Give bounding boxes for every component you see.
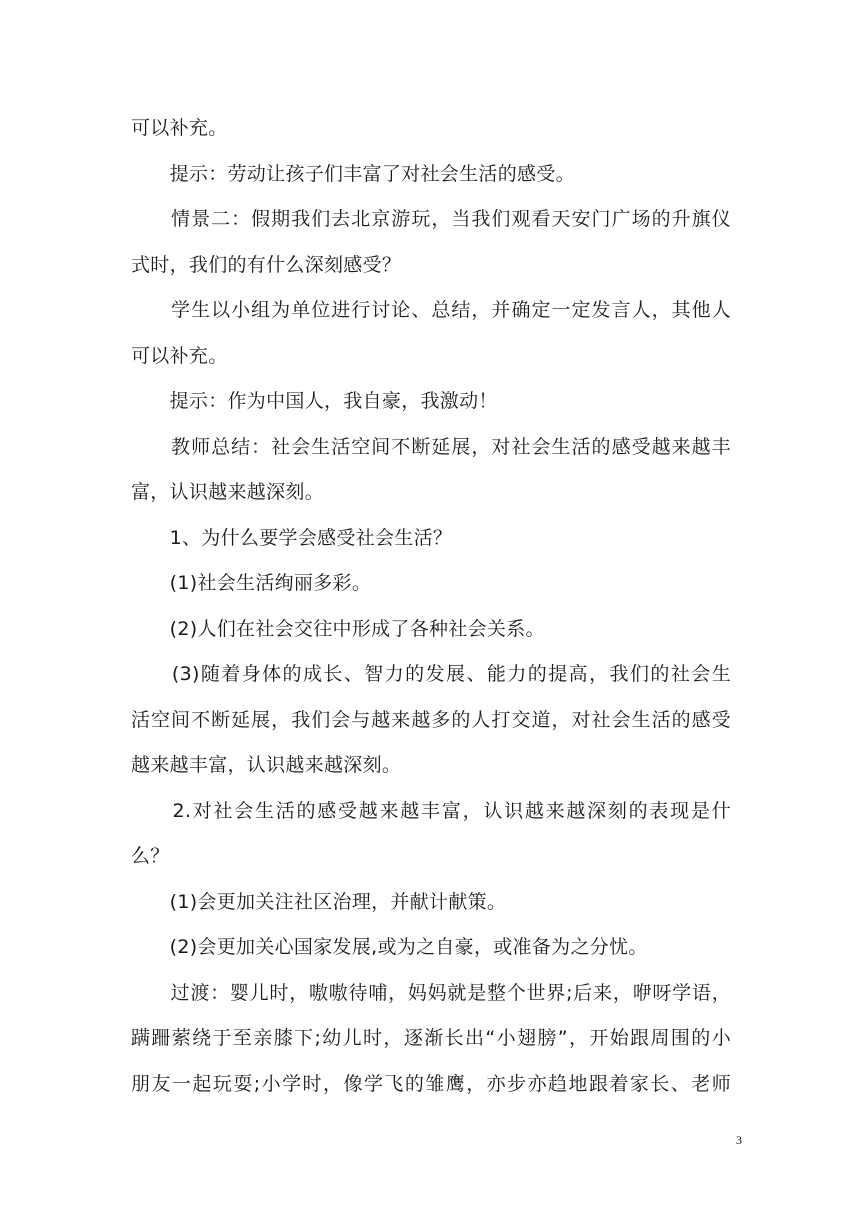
text-line: (3)随着身体的成长、智力的发展、能力的提高，我们的社会生 <box>131 663 731 685</box>
text-line: 活空间不断延展，我们会与越来越多的人打交道，对社会生活的感受 <box>131 709 731 731</box>
text-line: 情景二：假期我们去北京游玩，当我们观看天安门广场的升旗仪 <box>131 208 731 230</box>
text-line: 式时，我们的有什么深刻感受？ <box>131 254 402 276</box>
text-line: 富，认识越来越深刻。 <box>131 481 325 503</box>
text-line: (2)会更加关心国家发展,或为之自豪，或准备为之分忧。 <box>131 936 648 958</box>
text-line: 可以补充。 <box>131 345 228 367</box>
text-line: 2.对社会生活的感受越来越丰富，认识越来越深刻的表现是什 <box>131 800 731 822</box>
text-line: 可以补充。 <box>131 117 228 139</box>
text-line: (1)会更加关注社区治理，并献计献策。 <box>131 891 507 913</box>
text-line: (1)社会生活绚丽多彩。 <box>131 572 372 594</box>
page-number: 3 <box>736 1133 742 1147</box>
text-line: 学生以小组为单位进行讨论、总结，并确定一定发言人，其他人 <box>131 299 731 321</box>
text-line: (2)人们在社会交往中形成了各种社会关系。 <box>131 618 545 640</box>
text-line: 越来越丰富，认识越来越深刻。 <box>131 754 402 776</box>
text-line: 教师总结：社会生活空间不断延展，对社会生活的感受越来越丰 <box>131 436 731 458</box>
text-line: 蹒跚萦绕于至亲膝下;幼儿时，逐渐长出“小翅膀”，开始跟周围的小 <box>131 1027 731 1049</box>
text-line: 提示：劳动让孩子们丰富了对社会生活的感受。 <box>131 163 575 185</box>
text-line: 过渡：婴儿时，嗷嗷待哺，妈妈就是整个世界;后来，咿呀学语， <box>131 982 731 1004</box>
text-line: 朋友一起玩耍;小学时，像学飞的雏鹰，亦步亦趋地跟着家长、老师 <box>131 1073 731 1095</box>
text-line: 么？ <box>131 845 170 867</box>
text-line: 提示：作为中国人，我自豪，我激动！ <box>131 390 498 412</box>
text-line: 1、为什么要学会感受社会生活？ <box>131 527 453 549</box>
